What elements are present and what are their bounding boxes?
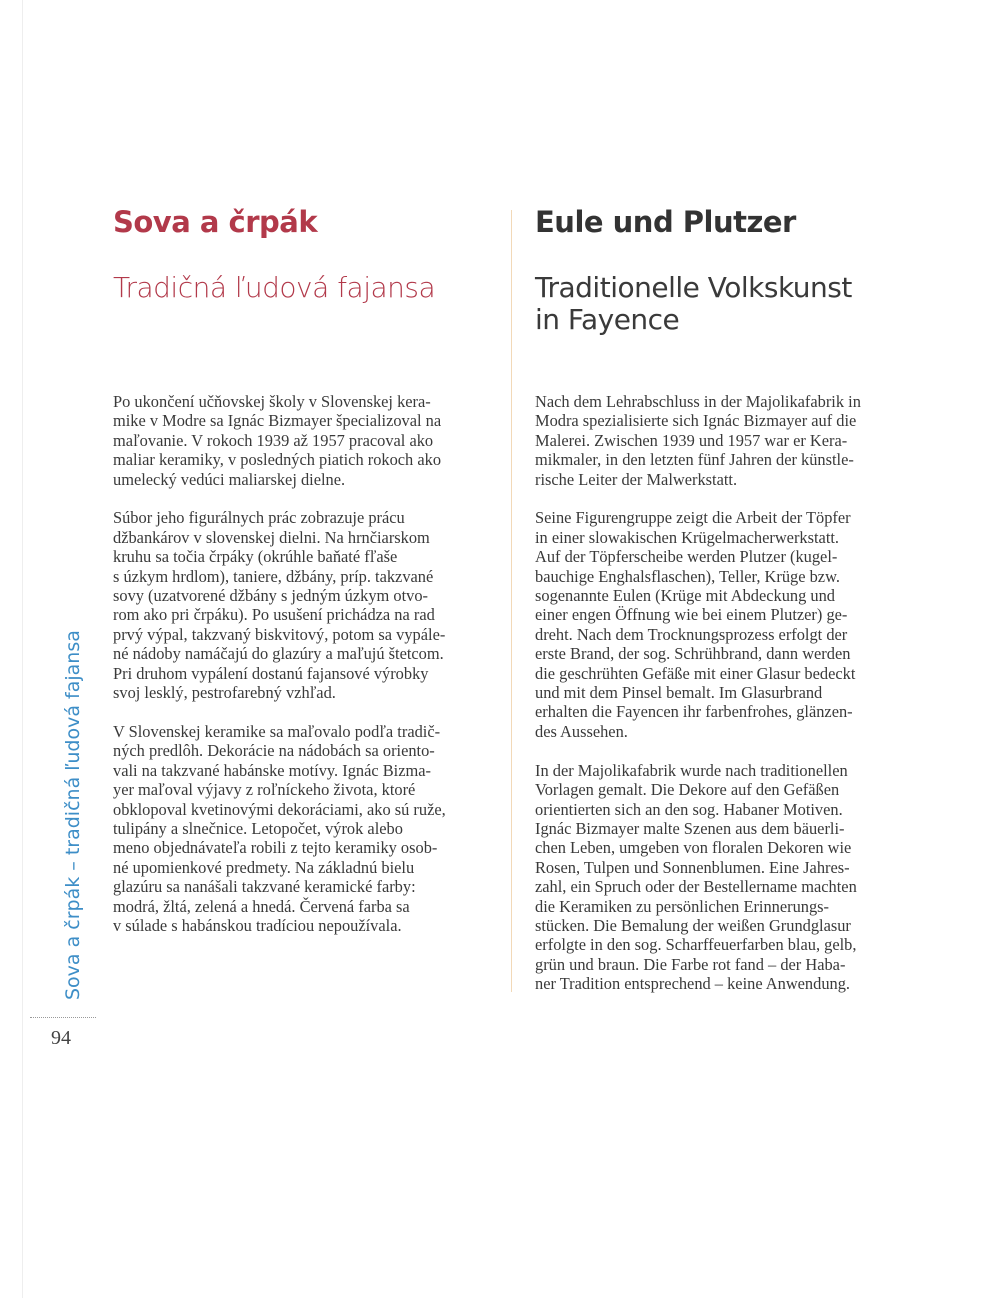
slovak-subtitle xyxy=(113,272,435,304)
paragraph xyxy=(535,392,861,489)
german-title: Eule und Plutzer xyxy=(535,205,796,239)
paragraph xyxy=(113,508,446,702)
text-line: s úzkym hrdlom), taniere, džbány, príp. takzvané xyxy=(113,566,434,586)
text-line: Ignác Bizmayer malte Szenen aus dem bäuerli- xyxy=(535,818,845,838)
slovak-body xyxy=(113,392,446,955)
text-line: Rosen, Tulpen und Sonnenblumen. Eine Jahres- xyxy=(535,857,850,877)
text-line: zahl, ein Spruch oder der Bestellername machten xyxy=(535,877,857,897)
slovak-title: Sova a črpák xyxy=(113,205,318,239)
german-body xyxy=(535,392,861,1013)
text-line: Seine Figurengruppe zeigt die Arbeit der Töpfer xyxy=(535,508,851,528)
text-line: sogenannte Eulen (Krüge mit Abdeckung und xyxy=(535,586,835,606)
text-line: stücken. Die Bemalung der weißen Grundglasur xyxy=(535,915,851,935)
text-line: sovy (uzatvorené džbány s jedným úzkym otvo- xyxy=(113,586,428,606)
text-line: dreht. Nach dem Trocknungsprozess erfolgt der xyxy=(535,624,848,644)
text-line: maľovanie. V rokoch 1939 až 1957 pracoval ako xyxy=(113,430,434,450)
text-line: mike v Modre sa Ignác Bizmayer špecializoval na xyxy=(113,411,442,431)
text-line: mikmaler, in den letzten fünf Jahren der künstle- xyxy=(535,450,854,470)
text-line: ner Tradition entsprechend – keine Anwendung. xyxy=(535,974,851,994)
text-line: erhalten die Fayencen ihr farbenfrohes, glänzen- xyxy=(535,702,853,722)
column-divider xyxy=(511,210,512,992)
text-line: und mit dem Pinsel bemalt. Im Glasurbrand xyxy=(535,683,823,703)
text-line: yer maľoval výjavy z roľníckeho života, ktoré xyxy=(113,780,416,800)
running-head: Sova a črpák – tradičná ľudová fajansa xyxy=(62,630,84,1000)
text-line: chen Leben, umgeben von floralen Dekoren wie xyxy=(535,838,852,858)
subtitle-line: in Fayence xyxy=(535,303,680,336)
text-line: džbankárov v slovenskej dielni. Na hrnčiarskom xyxy=(113,527,430,547)
text-line: rom ako pri črpáku). Po usušení prichádza na rad xyxy=(113,605,435,625)
text-line: svoj lesklý, pestrofarebný vzhľad. xyxy=(113,683,336,703)
text-line: In der Majolikafabrik wurde nach traditionellen xyxy=(535,760,848,780)
text-line: glazúru sa nanášali takzvané keramické farby: xyxy=(113,877,416,897)
text-line: v súlade s habánskou tradíciou nepoužívala. xyxy=(113,915,402,935)
text-line: tulipány a slnečnice. Letopočet, výrok alebo xyxy=(113,818,403,838)
text-line: maliar keramiky, v posledných piatich rokoch ako xyxy=(113,450,442,470)
text-line: Pri druhom vypálení dostanú fajansové výrobky xyxy=(113,663,429,683)
paragraph xyxy=(535,761,861,994)
text-line: Malerei. Zwischen 1939 und 1957 war er Kera- xyxy=(535,430,848,450)
text-line: die geschrühten Gefäße mit einer Glasur bedeckt xyxy=(535,663,856,683)
text-line: vali na takzvané habánske motívy. Ignác Bizma- xyxy=(113,760,431,780)
text-line: orientierten sich an den sog. Habaner Motiven. xyxy=(535,799,843,819)
subtitle-line: Tradičná ľudová fajansa xyxy=(113,271,436,304)
text-line: kruhu sa točia črpáky (okrúhle baňaté fľaše xyxy=(113,547,398,567)
text-line: in einer slowakischen Krügelmacherwerkstatt. xyxy=(535,527,840,547)
text-line: rische Leiter der Malwerkstatt. xyxy=(535,469,738,489)
text-line: modrá, žltá, zelená a hnedá. Červená farba sa xyxy=(113,896,410,916)
text-line: Po ukončení učňovskej školy v Slovenskej kera- xyxy=(113,392,431,411)
paragraph xyxy=(113,392,446,489)
page-number-rule xyxy=(30,1017,96,1018)
text-line: umelecký vedúci maliarskej dielne. xyxy=(113,469,346,489)
text-line: né nádoby namáčajú do glazúry a maľujú štetcom. xyxy=(113,644,444,664)
text-line: bauchige Enghalsflaschen), Teller, Krüge bzw. xyxy=(535,566,840,586)
text-line: obklopoval kvetinovými dekoráciami, ako sú ruže, xyxy=(113,799,446,819)
paragraph xyxy=(535,508,861,741)
text-line: erste Brand, der sog. Schrühbrand, dann werden xyxy=(535,644,851,664)
text-line: Nach dem Lehrabschluss in der Majolikafabrik in xyxy=(535,392,861,411)
text-line: die Keramiken zu persönlichen Erinnerungs- xyxy=(535,896,830,916)
german-subtitle xyxy=(535,272,852,336)
text-line: V Slovenskej keramike sa maľovalo podľa tradič- xyxy=(113,721,441,741)
text-line: né upomienkové predmety. Na základnú bielu xyxy=(113,857,415,877)
page-edge xyxy=(22,0,23,1298)
text-line: ných predlôh. Dekorácie na nádobách sa oriento- xyxy=(113,741,435,761)
text-line: Vorlagen gemalt. Die Dekore auf den Gefäßen xyxy=(535,780,840,800)
text-line: meno objednávateľa robili z tejto keramiky osob- xyxy=(113,838,438,858)
text-line: Auf der Töpferscheibe werden Plutzer (kugel- xyxy=(535,547,838,567)
text-line: einer engen Öffnung wie bei einem Plutzer) ge- xyxy=(535,605,848,625)
subtitle-line: Traditionelle Volkskunst xyxy=(535,271,852,304)
text-line: Modra spezialisierte sich Ignác Bizmayer auf die xyxy=(535,411,857,431)
paragraph xyxy=(113,722,446,935)
text-line: prvý výpal, takzvaný biskvitový, potom sa vypále- xyxy=(113,624,446,644)
text-line: grün und braun. Die Farbe rot fand – der Haba- xyxy=(535,954,846,974)
text-line: Súbor jeho figurálnych prác zobrazuje prácu xyxy=(113,508,405,528)
text-line: erfolgte in den sog. Scharffeuerfarben blau, gelb, xyxy=(535,935,857,955)
page-number: 94 xyxy=(51,1027,71,1049)
text-line: des Aussehen. xyxy=(535,721,628,741)
